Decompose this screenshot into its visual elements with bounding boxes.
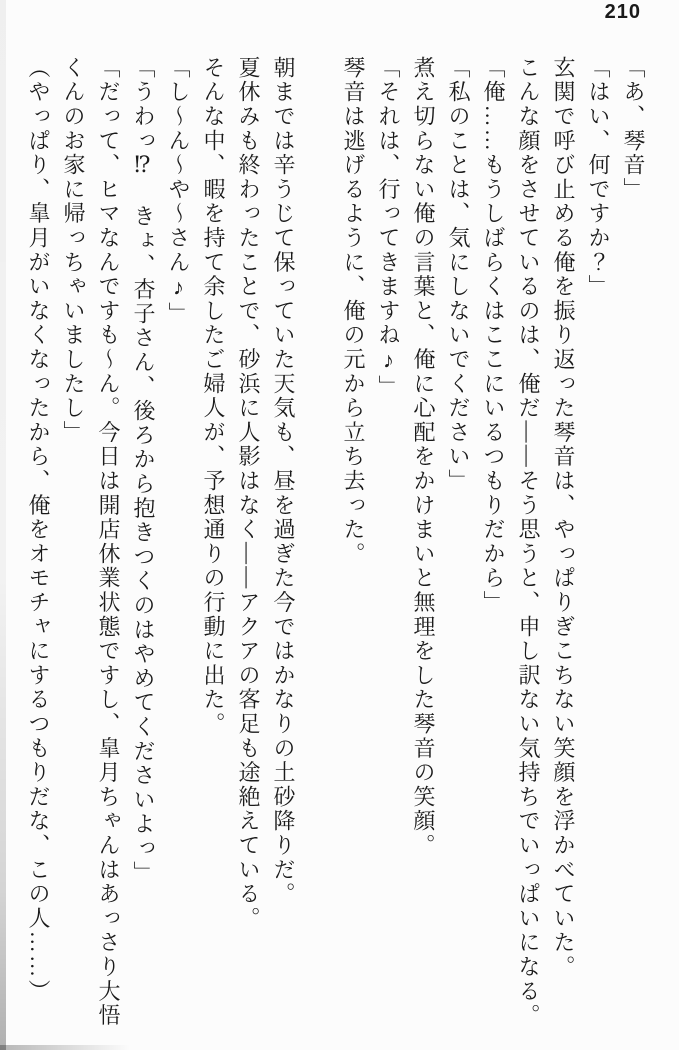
- text-column: 「だって、ヒマなんですも〜ん。今日は開店休業状態ですし、皐月ちゃんはあっさり大悟: [96, 56, 121, 1028]
- text-column: 「し〜ん〜や〜さん♪」: [166, 56, 191, 327]
- text-column: 夏休みも終わったことで、砂浜に人影はなく――アクアの客足も途絶えている。: [236, 56, 261, 931]
- text-column: 玄関で呼び止める俺を振り返った琴音は、やっぱりぎこちない笑顔を浮かべていた。: [551, 56, 576, 980]
- text-column: 「私のことは、気にしないでください」: [446, 56, 471, 494]
- text-column: こんな顔をさせているのは、俺だ――そう思うと、申し訳ない気持ちでいっぱいになる。: [516, 56, 541, 1028]
- text-column: 「あ、琴音」: [621, 56, 646, 202]
- page-number: 210: [604, 1, 641, 23]
- text-column: 「それは、行ってきますね♪」: [376, 56, 401, 400]
- scan-edge-artifact: [0, 0, 6, 1050]
- text-column: 朝までは辛うじて保っていた天気も、昼を過ぎた今ではかなりの土砂降りだ。: [271, 56, 296, 907]
- text-column: そんな中、暇を持て余したご婦人が、予想通りの行動に出た。: [201, 56, 226, 737]
- text-column: 「はい、何ですか？」: [586, 56, 611, 299]
- text-column: 「うわっ⁉ きょ、杏子さん、後ろから抱きつくのはやめてくださいよっ」: [131, 56, 156, 886]
- text-column: 琴音は逃げるように、俺の元から立ち去った。: [341, 56, 366, 567]
- text-column: （やっぱり、皐月がいなくなったから、俺をオモチャにするつもりだな、この人……）: [26, 56, 51, 1004]
- text-column: 「俺……もうしばらくはここにいるつもりだから」: [481, 56, 506, 615]
- text-column: くんのお家に帰っちゃいましたし」: [61, 56, 86, 445]
- text-column: 煮え切らない俺の言葉と、俺に心配をかけまいと無理をした琴音の笑顔。: [411, 56, 436, 858]
- body-text: [21, 56, 651, 1048]
